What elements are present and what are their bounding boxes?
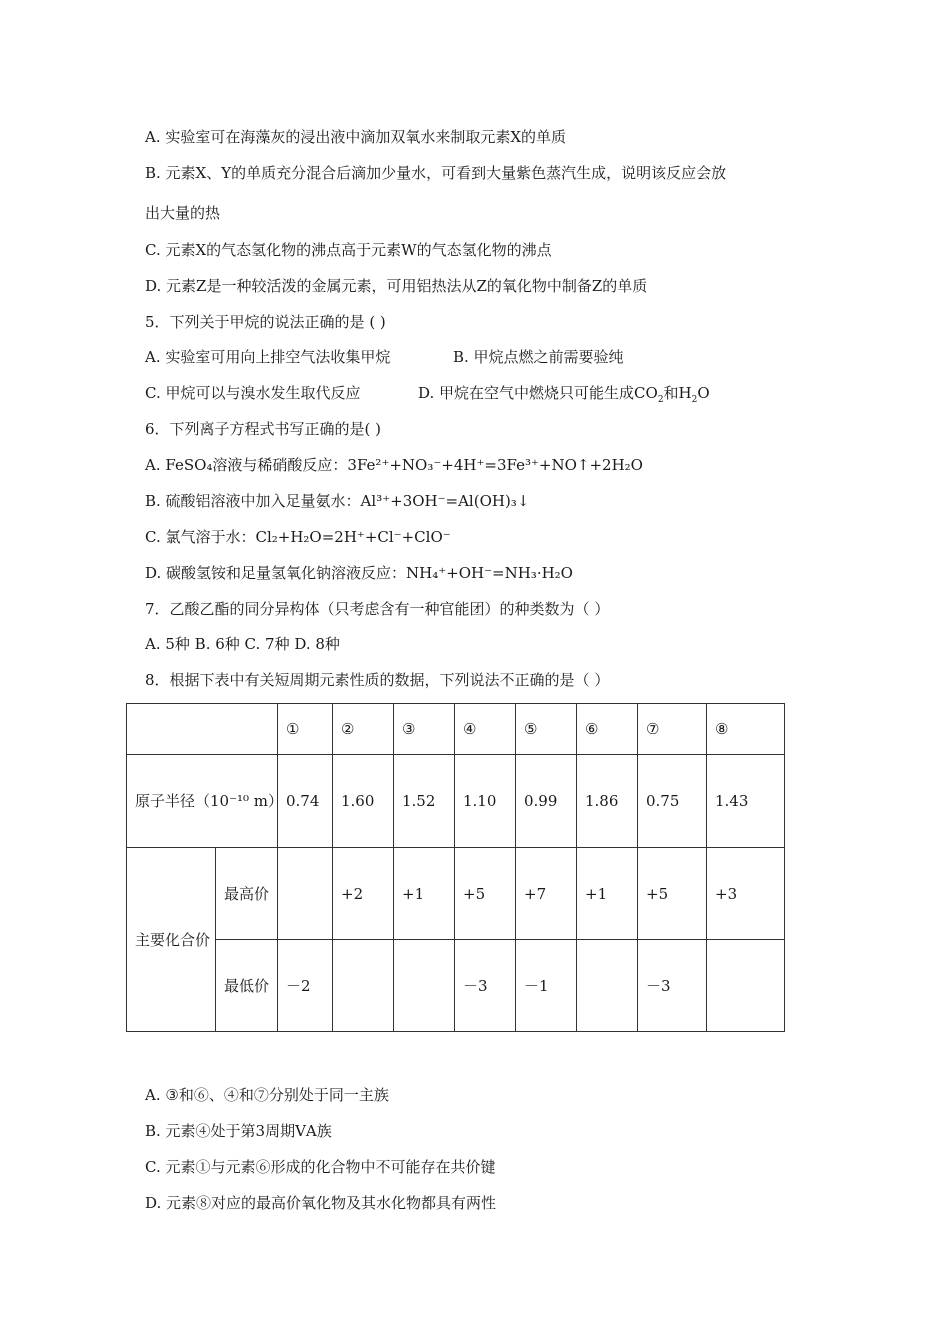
q8-option-a: A. ③和⑥、④和⑦分别处于同一主族 — [145, 1086, 389, 1104]
q8-option-c: C. 元素①与元素⑥形成的化合物中不可能存在共价键 — [145, 1158, 496, 1176]
table-header-cell: ③ — [394, 704, 455, 755]
q5-option-b: B. 甲烷点燃之前需要验纯 — [453, 348, 624, 366]
table-cell: +2 — [333, 848, 394, 940]
table-cell: +1 — [577, 848, 638, 940]
table-cell: +7 — [516, 848, 577, 940]
q6-option-d: D. 碳酸氢铵和足量氢氧化钠溶液反应：NH₄⁺+OH⁻=NH₃·H₂O — [145, 564, 573, 582]
q5-option-c: C. 甲烷可以与溴水发生取代反应 — [145, 384, 361, 402]
q4-option-b: B. 元素X、Y的单质充分混合后滴加少量水，可看到大量紫色蒸汽生成，说明该反应会放 — [145, 164, 727, 182]
table-cell: －3 — [638, 940, 707, 1032]
element-data-table — [126, 703, 785, 1032]
q4-option-d: D. 元素Z是一种较活泼的金属元素，可用铝热法从Z的氧化物中制备Z的单质 — [145, 277, 648, 295]
table-header-row — [127, 704, 785, 755]
table-header-cell: ④ — [455, 704, 516, 755]
table-cell: －1 — [516, 940, 577, 1032]
q5-option-a: A. 实验室可用向上排空气法收集甲烷 — [145, 348, 391, 366]
q4-option-a: A. 实验室可在海藻灰的浸出液中滴加双氧水来制取元素X的单质 — [145, 128, 567, 146]
table-cell: 0.99 — [516, 755, 577, 848]
q5-d-pre: D. 甲烷在空气中燃烧只可能生成CO — [418, 384, 658, 402]
table-cell: 1.60 — [333, 755, 394, 848]
table-cell: +3 — [707, 848, 785, 940]
q5-stem: 5．下列关于甲烷的说法正确的是 ( ) — [145, 313, 386, 331]
table-header-cell: ① — [278, 704, 333, 755]
q6-option-c: C. 氯气溶于水：Cl₂+H₂O=2H⁺+Cl⁻+ClO⁻ — [145, 528, 451, 546]
table-header-cell: ⑦ — [638, 704, 707, 755]
table-cell: 0.75 — [638, 755, 707, 848]
table-row-radius — [127, 755, 785, 848]
valence-label: 主要化合价 — [127, 848, 216, 1032]
q4-option-c: C. 元素X的气态氢化物的沸点高于元素W的气态氢化物的沸点 — [145, 241, 552, 259]
q5-d-end: O — [697, 384, 710, 402]
table-cell — [707, 940, 785, 1032]
table-cell — [577, 940, 638, 1032]
lowest-label: 最低价 — [216, 940, 278, 1032]
q8-option-d: D. 元素⑧对应的最高价氧化物及其水化物都具有两性 — [145, 1194, 497, 1212]
q5-d-post: 和H — [663, 384, 692, 402]
q6-stem: 6．下列离子方程式书写正确的是( ) — [145, 420, 382, 438]
q7-options: A. 5种 B. 6种 C. 7种 D. 8种 — [145, 635, 340, 653]
table-cell: +5 — [638, 848, 707, 940]
table-header-cell: ⑧ — [707, 704, 785, 755]
table-header-cell: ⑤ — [516, 704, 577, 755]
table-cell — [394, 940, 455, 1032]
table-cell: 0.74 — [278, 755, 333, 848]
q7-stem: 7．乙酸乙酯的同分异构体（只考虑含有一种官能团）的种类数为（ ） — [145, 600, 610, 618]
q4-option-b-cont: 出大量的热 — [145, 204, 221, 222]
table-cell: 1.86 — [577, 755, 638, 848]
table-cell: －2 — [278, 940, 333, 1032]
table-row-lowest — [127, 940, 785, 1032]
q6-option-b: B. 硫酸铝溶液中加入足量氨水：Al³⁺+3OH⁻=Al(OH)₃↓ — [145, 492, 530, 510]
table-cell: +1 — [394, 848, 455, 940]
table-cell: 1.52 — [394, 755, 455, 848]
table-row-highest — [127, 848, 785, 940]
table-header-cell: ② — [333, 704, 394, 755]
table-cell: +5 — [455, 848, 516, 940]
table-cell — [333, 940, 394, 1032]
table-corner-cell — [127, 704, 278, 755]
q5-d-sub: 2 — [657, 395, 664, 405]
q5-d-sub2: 2 — [691, 395, 698, 405]
q8-stem: 8．根据下表中有关短周期元素性质的数据，下列说法不正确的是（ ） — [145, 671, 610, 689]
table-cell: 1.10 — [455, 755, 516, 848]
table-cell: －3 — [455, 940, 516, 1032]
q5-option-d — [418, 383, 710, 403]
table-cell — [278, 848, 333, 940]
q6-option-a: A. FeSO₄溶液与稀硝酸反应：3Fe²⁺+NO₃⁻+4H⁺=3Fe³⁺+NO↑+2H₂O — [145, 456, 643, 474]
q8-option-b: B. 元素④处于第3周期ⅤA族 — [145, 1122, 332, 1140]
table-header-cell: ⑥ — [577, 704, 638, 755]
highest-label: 最高价 — [216, 848, 278, 940]
table-cell: 1.43 — [707, 755, 785, 848]
radius-label: 原子半径（10⁻¹⁰ m） — [127, 755, 278, 848]
